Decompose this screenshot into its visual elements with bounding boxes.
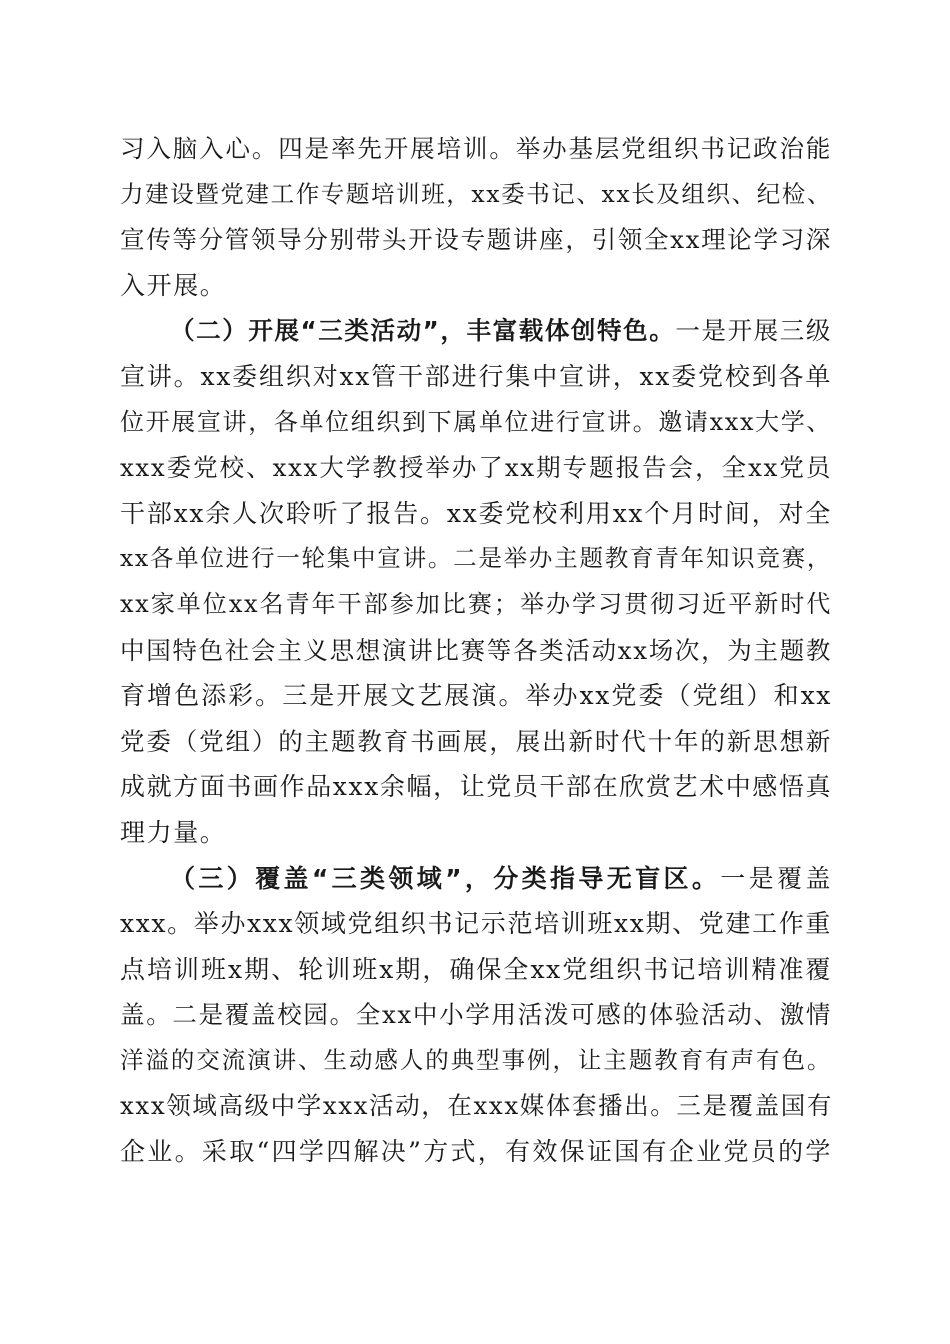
text-line: xx家单位xx名青年干部参加比赛；举办学习贯彻习近平新时代 — [120, 589, 832, 618]
text-line: 宣传等分管领导分别带头开设专题讲座，引领全xx理论学习深 — [120, 225, 832, 255]
text-line: 习入脑入心。四是率先开展培训。举办基层党组织书记政治能 — [120, 134, 832, 163]
paragraph-1 — [120, 126, 832, 308]
paragraph-2 — [120, 308, 832, 855]
text-line: 成就方面书画作品xxx余幅，让党员干部在欣赏艺术中感悟真 — [120, 772, 833, 802]
text-line: xx各单位进行一轮集中宣讲。二是举办主题教育青年知识竞赛， — [120, 544, 832, 573]
section-heading-3: （三）覆盖“三类领域”，分类指导无盲区。 — [170, 863, 721, 893]
section-heading-2: （二）开展“三类活动”，丰富载体创特色。 — [170, 316, 676, 346]
paragraph-3 — [120, 856, 832, 1175]
text-line: 洋溢的交流演讲、生动感人的典型事例，让主题教育有声有色。 — [120, 1045, 832, 1074]
paragraph-first-line — [120, 856, 832, 902]
text-line: 盖。二是覆盖校园。全xx中小学用活泼可感的体验活动、激情 — [120, 1000, 832, 1030]
text-run: 一是覆盖 — [720, 863, 832, 893]
text-line: xxx领域高级中学xxx活动，在xxx媒体套播出。三是覆盖国有 — [120, 1091, 833, 1121]
text-line: 入开展。 — [120, 270, 227, 300]
text-line: 中国特色社会主义思想演讲比赛等各类活动xx场次，为主题教 — [120, 635, 832, 665]
text-line: 理力量。 — [120, 817, 227, 847]
text-line: xxx。举办xxx领域党组织书记示范培训班xx期、党建工作重 — [120, 909, 832, 939]
text-line: 位开展宣讲，各单位组织到下属单位进行宣讲。邀请xxx大学、 — [120, 407, 832, 436]
text-line: 企业。采取“四学四解决”方式，有效保证国有企业党员的学 — [120, 1137, 832, 1167]
text-line: 育增色添彩。三是开展文艺展演。举办xx党委（党组）和xx — [120, 681, 832, 711]
document-body — [120, 126, 832, 1175]
text-line: 干部xx余人次聆听了报告。xx委党校利用xx个月时间，对全 — [120, 498, 832, 528]
text-line: 点培训班x期、轮训班x期，确保全xx党组织书记培训精准覆 — [120, 954, 832, 984]
text-line: 力建设暨党建工作专题培训班，xx委书记、xx长及组织、纪检、 — [120, 179, 833, 208]
text-line: xxx委党校、xxx大学教授举办了xx期专题报告会，全xx党员 — [120, 453, 832, 483]
text-line: 党委（党组）的主题教育书画展，展出新时代十年的新思想新 — [120, 726, 832, 756]
paragraph-first-line — [120, 308, 832, 354]
text-line: 宣讲。xx委组织对xx管干部进行集中宣讲，xx委党校到各单 — [120, 361, 832, 391]
text-run: 一是开展三级 — [675, 316, 832, 346]
